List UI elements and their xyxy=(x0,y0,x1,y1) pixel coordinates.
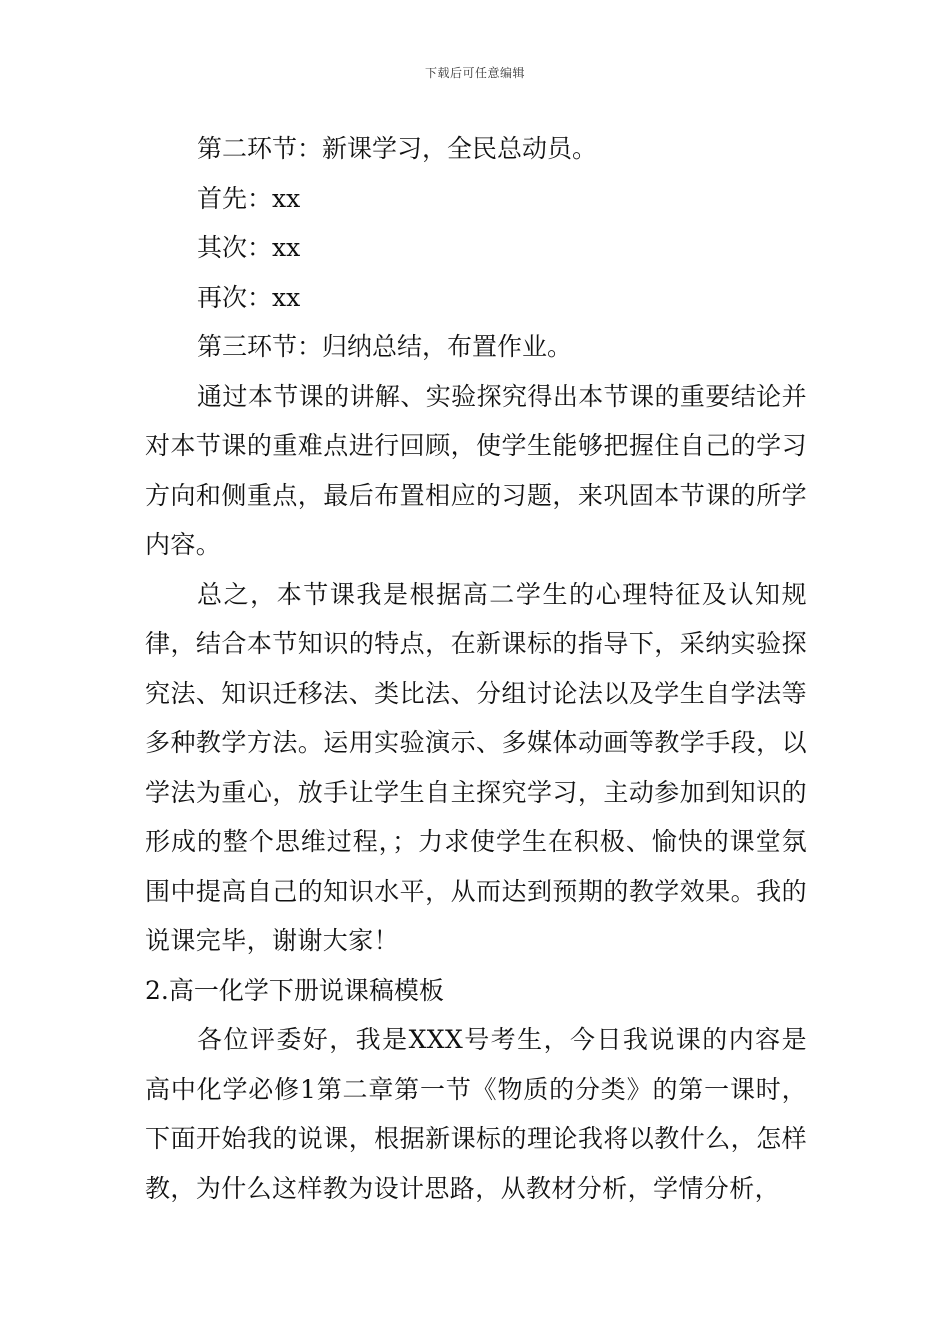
step-third: 再次：xx xyxy=(197,282,301,312)
step-second: 其次：xx xyxy=(197,233,301,262)
intro-paragraph: 各位评委好，我是XXX号考生，今日我说课的内容是高中化学必修1第二章第一节《物质的分类》的第一课时，下面开始我的说课，根据新课标的理论我将以教什么，怎样教，为什么这样教为设计思路，从教材分析，学情分析， xyxy=(145,1025,807,1203)
summary-paragraph: 通过本节课的讲解、实验探究得出本节课的重要结论并对本节课的重难点进行回顾，使学生能够把握住自己的学习方向和侧重点，最后布置相应的习题，来巩固本节课的所学内容。 xyxy=(145,381,807,559)
page-header-note: 下载后可任意编辑 xyxy=(424,66,525,80)
stage-three-heading: 第三环节：归纳总结，布置作业。 xyxy=(197,332,573,361)
conclusion-paragraph: 总之，本节课我是根据高二学生的心理特征及认知规律，结合本节知识的特点，在新课标的指导下，采纳实验探究法、知识迁移法、类比法、分组讨论法以及学生自学法等多种教学方法。运用实验演示、多媒体动画等教学手段，以学法为重心，放手让学生自主探究学习，主动参加到知识的形成的整个思维过程，；力求使学生在积极、愉快的课堂氛围中提高自己的知识水平，从而达到预期的教学效果。我的说课完毕，谢谢大家！ xyxy=(145,579,807,955)
step-first: 首先：xx xyxy=(197,183,301,213)
section-two-title: 2.高一化学下册说课稿模板 xyxy=(145,975,444,1005)
document-body xyxy=(145,124,807,1213)
stage-two-heading: 第二环节：新课学习，全民总动员。 xyxy=(197,134,598,163)
